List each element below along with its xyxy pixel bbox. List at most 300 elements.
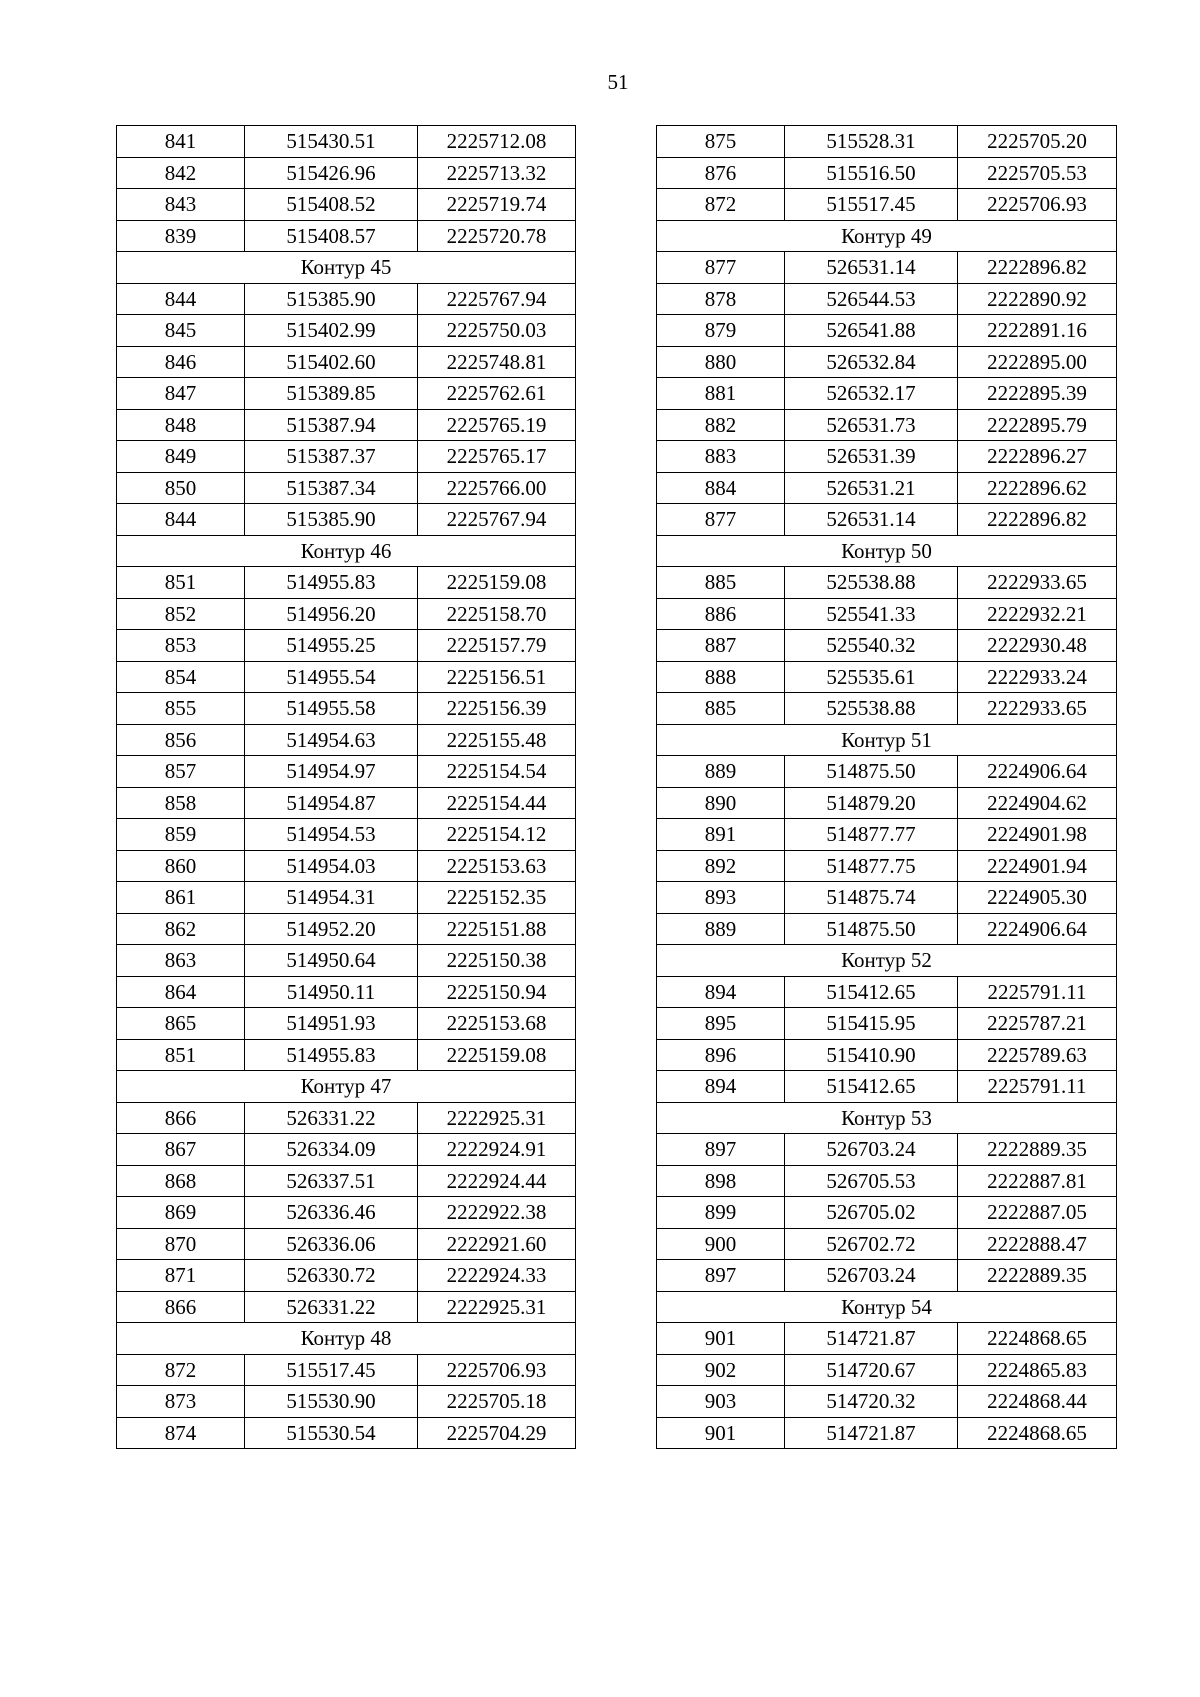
- table-row: [117, 315, 576, 347]
- point-number-cell: 872: [117, 1354, 245, 1386]
- table-row: [657, 693, 1117, 725]
- table-row: [117, 283, 576, 315]
- point-number-cell: 850: [117, 472, 245, 504]
- coordinates-table-body: [657, 126, 1117, 1449]
- table-row: [657, 819, 1117, 851]
- point-number-cell: 901: [657, 1417, 785, 1449]
- table-row: [117, 1102, 576, 1134]
- point-number-cell: 887: [657, 630, 785, 662]
- x-coordinate-cell: 526532.17: [785, 378, 958, 410]
- table-row: [117, 724, 576, 756]
- x-coordinate-cell: 514877.75: [785, 850, 958, 882]
- y-coordinate-cell: 2222890.92: [958, 283, 1117, 315]
- table-row: [117, 819, 576, 851]
- y-coordinate-cell: 2222924.91: [418, 1134, 576, 1166]
- point-number-cell: 897: [657, 1260, 785, 1292]
- page-number: 51: [607, 70, 629, 94]
- point-number-cell: 844: [117, 504, 245, 536]
- table-row: [657, 567, 1117, 599]
- table-row: [657, 157, 1117, 189]
- table-row: [657, 1134, 1117, 1166]
- y-coordinate-cell: 2222896.27: [958, 441, 1117, 473]
- table-row: [657, 1386, 1117, 1418]
- contour-label: Контур 48: [117, 1323, 576, 1355]
- y-coordinate-cell: 2222924.44: [418, 1165, 576, 1197]
- y-coordinate-cell: 2225704.29: [418, 1417, 576, 1449]
- x-coordinate-cell: 526331.22: [245, 1291, 418, 1323]
- point-number-cell: 862: [117, 913, 245, 945]
- y-coordinate-cell: 2225767.94: [418, 504, 576, 536]
- point-number-cell: 889: [657, 756, 785, 788]
- x-coordinate-cell: 514955.58: [245, 693, 418, 725]
- contour-header-row: [657, 1102, 1117, 1134]
- x-coordinate-cell: 515426.96: [245, 157, 418, 189]
- x-coordinate-cell: 515387.34: [245, 472, 418, 504]
- point-number-cell: 849: [117, 441, 245, 473]
- y-coordinate-cell: 2225765.17: [418, 441, 576, 473]
- y-coordinate-cell: 2225152.35: [418, 882, 576, 914]
- y-coordinate-cell: 2222930.48: [958, 630, 1117, 662]
- y-coordinate-cell: 2225705.18: [418, 1386, 576, 1418]
- x-coordinate-cell: 514955.25: [245, 630, 418, 662]
- x-coordinate-cell: 514955.54: [245, 661, 418, 693]
- point-number-cell: 869: [117, 1197, 245, 1229]
- x-coordinate-cell: 526337.51: [245, 1165, 418, 1197]
- point-number-cell: 889: [657, 913, 785, 945]
- point-number-cell: 871: [117, 1260, 245, 1292]
- y-coordinate-cell: 2225787.21: [958, 1008, 1117, 1040]
- point-number-cell: 843: [117, 189, 245, 221]
- table-row: [657, 472, 1117, 504]
- point-number-cell: 855: [117, 693, 245, 725]
- point-number-cell: 841: [117, 126, 245, 158]
- y-coordinate-cell: 2222896.82: [958, 504, 1117, 536]
- point-number-cell: 848: [117, 409, 245, 441]
- x-coordinate-cell: 515412.65: [785, 976, 958, 1008]
- point-number-cell: 845: [117, 315, 245, 347]
- point-number-cell: 857: [117, 756, 245, 788]
- point-number-cell: 839: [117, 220, 245, 252]
- y-coordinate-cell: 2225767.94: [418, 283, 576, 315]
- point-number-cell: 872: [657, 189, 785, 221]
- x-coordinate-cell: 515517.45: [785, 189, 958, 221]
- table-row: [117, 1228, 576, 1260]
- x-coordinate-cell: 514954.97: [245, 756, 418, 788]
- point-number-cell: 877: [657, 504, 785, 536]
- table-row: [117, 882, 576, 914]
- y-coordinate-cell: 2225156.39: [418, 693, 576, 725]
- contour-header-row: [117, 1323, 576, 1355]
- x-coordinate-cell: 526541.88: [785, 315, 958, 347]
- table-row: [657, 378, 1117, 410]
- y-coordinate-cell: 2225151.88: [418, 913, 576, 945]
- x-coordinate-cell: 515387.37: [245, 441, 418, 473]
- y-coordinate-cell: 2225157.79: [418, 630, 576, 662]
- point-number-cell: 878: [657, 283, 785, 315]
- x-coordinate-cell: 526531.14: [785, 252, 958, 284]
- y-coordinate-cell: 2222933.65: [958, 567, 1117, 599]
- point-number-cell: 866: [117, 1291, 245, 1323]
- table-row: [657, 661, 1117, 693]
- y-coordinate-cell: 2225720.78: [418, 220, 576, 252]
- point-number-cell: 865: [117, 1008, 245, 1040]
- x-coordinate-cell: 526531.21: [785, 472, 958, 504]
- table-row: [657, 1071, 1117, 1103]
- contour-label: Контур 54: [657, 1291, 1117, 1323]
- x-coordinate-cell: 515412.65: [785, 1071, 958, 1103]
- y-coordinate-cell: 2225748.81: [418, 346, 576, 378]
- table-row: [657, 1197, 1117, 1229]
- table-row: [117, 850, 576, 882]
- point-number-cell: 859: [117, 819, 245, 851]
- x-coordinate-cell: 515408.57: [245, 220, 418, 252]
- y-coordinate-cell: 2225766.00: [418, 472, 576, 504]
- x-coordinate-cell: 515528.31: [785, 126, 958, 158]
- point-number-cell: 876: [657, 157, 785, 189]
- point-number-cell: 868: [117, 1165, 245, 1197]
- y-coordinate-cell: 2225750.03: [418, 315, 576, 347]
- table-row: [657, 630, 1117, 662]
- table-row: [657, 882, 1117, 914]
- table-row: [117, 1197, 576, 1229]
- point-number-cell: 893: [657, 882, 785, 914]
- table-row: [657, 441, 1117, 473]
- y-coordinate-cell: 2222887.81: [958, 1165, 1117, 1197]
- table-row: [117, 378, 576, 410]
- contour-header-row: [117, 252, 576, 284]
- x-coordinate-cell: 515402.99: [245, 315, 418, 347]
- point-number-cell: 883: [657, 441, 785, 473]
- y-coordinate-cell: 2225705.20: [958, 126, 1117, 158]
- table-row: [117, 504, 576, 536]
- x-coordinate-cell: 526531.39: [785, 441, 958, 473]
- point-number-cell: 886: [657, 598, 785, 630]
- contour-label: Контур 47: [117, 1071, 576, 1103]
- y-coordinate-cell: 2225154.12: [418, 819, 576, 851]
- contour-label: Контур 53: [657, 1102, 1117, 1134]
- x-coordinate-cell: 515385.90: [245, 504, 418, 536]
- y-coordinate-cell: 2225705.53: [958, 157, 1117, 189]
- x-coordinate-cell: 515408.52: [245, 189, 418, 221]
- y-coordinate-cell: 2225719.74: [418, 189, 576, 221]
- y-coordinate-cell: 2225762.61: [418, 378, 576, 410]
- x-coordinate-cell: 526703.24: [785, 1134, 958, 1166]
- contour-label: Контур 46: [117, 535, 576, 567]
- point-number-cell: 885: [657, 567, 785, 599]
- x-coordinate-cell: 514721.87: [785, 1417, 958, 1449]
- y-coordinate-cell: 2225156.51: [418, 661, 576, 693]
- x-coordinate-cell: 515530.54: [245, 1417, 418, 1449]
- y-coordinate-cell: 2224868.44: [958, 1386, 1117, 1418]
- point-number-cell: 874: [117, 1417, 245, 1449]
- table-row: [657, 1323, 1117, 1355]
- x-coordinate-cell: 526334.09: [245, 1134, 418, 1166]
- table-row: [117, 1134, 576, 1166]
- x-coordinate-cell: 514955.83: [245, 1039, 418, 1071]
- x-coordinate-cell: 514875.50: [785, 756, 958, 788]
- table-row: [117, 189, 576, 221]
- x-coordinate-cell: 526336.46: [245, 1197, 418, 1229]
- point-number-cell: 873: [117, 1386, 245, 1418]
- y-coordinate-cell: 2225791.11: [958, 976, 1117, 1008]
- x-coordinate-cell: 525540.32: [785, 630, 958, 662]
- table-row: [657, 409, 1117, 441]
- y-coordinate-cell: 2222925.31: [418, 1102, 576, 1134]
- y-coordinate-cell: 2224868.65: [958, 1417, 1117, 1449]
- point-number-cell: 891: [657, 819, 785, 851]
- x-coordinate-cell: 514875.50: [785, 913, 958, 945]
- table-row: [657, 850, 1117, 882]
- y-coordinate-cell: 2222895.00: [958, 346, 1117, 378]
- y-coordinate-cell: 2222924.33: [418, 1260, 576, 1292]
- contour-label: Контур 52: [657, 945, 1117, 977]
- x-coordinate-cell: 514950.11: [245, 976, 418, 1008]
- contour-header-row: [657, 945, 1117, 977]
- x-coordinate-cell: 515516.50: [785, 157, 958, 189]
- table-row: [117, 126, 576, 158]
- y-coordinate-cell: 2224901.94: [958, 850, 1117, 882]
- point-number-cell: 847: [117, 378, 245, 410]
- y-coordinate-cell: 2225159.08: [418, 567, 576, 599]
- table-row: [657, 1228, 1117, 1260]
- x-coordinate-cell: 515402.60: [245, 346, 418, 378]
- contour-header-row: [657, 724, 1117, 756]
- y-coordinate-cell: 2225713.32: [418, 157, 576, 189]
- table-row: [657, 1039, 1117, 1071]
- y-coordinate-cell: 2225158.70: [418, 598, 576, 630]
- table-row: [117, 157, 576, 189]
- x-coordinate-cell: 515385.90: [245, 283, 418, 315]
- y-coordinate-cell: 2222889.35: [958, 1134, 1117, 1166]
- table-row: [117, 945, 576, 977]
- y-coordinate-cell: 2225154.44: [418, 787, 576, 819]
- table-row: [117, 598, 576, 630]
- point-number-cell: 867: [117, 1134, 245, 1166]
- contour-header-row: [117, 1071, 576, 1103]
- table-row: [117, 1386, 576, 1418]
- y-coordinate-cell: 2225706.93: [418, 1354, 576, 1386]
- x-coordinate-cell: 514956.20: [245, 598, 418, 630]
- coordinates-table-body: [117, 126, 576, 1449]
- point-number-cell: 882: [657, 409, 785, 441]
- y-coordinate-cell: 2224904.62: [958, 787, 1117, 819]
- y-coordinate-cell: 2225153.63: [418, 850, 576, 882]
- table-row: [657, 346, 1117, 378]
- table-row: [117, 409, 576, 441]
- table-row: [657, 283, 1117, 315]
- table-row: [117, 1291, 576, 1323]
- x-coordinate-cell: 526703.24: [785, 1260, 958, 1292]
- y-coordinate-cell: 2222925.31: [418, 1291, 576, 1323]
- y-coordinate-cell: 2225706.93: [958, 189, 1117, 221]
- table-row: [117, 1354, 576, 1386]
- table-row: [117, 693, 576, 725]
- y-coordinate-cell: 2222895.39: [958, 378, 1117, 410]
- table-row: [117, 346, 576, 378]
- x-coordinate-cell: 515517.45: [245, 1354, 418, 1386]
- table-row: [657, 1260, 1117, 1292]
- table-row: [657, 189, 1117, 221]
- table-row: [117, 220, 576, 252]
- point-number-cell: 902: [657, 1354, 785, 1386]
- y-coordinate-cell: 2225789.63: [958, 1039, 1117, 1071]
- y-coordinate-cell: 2225155.48: [418, 724, 576, 756]
- table-row: [657, 315, 1117, 347]
- y-coordinate-cell: 2225150.38: [418, 945, 576, 977]
- table-row: [657, 252, 1117, 284]
- table-row: [117, 1008, 576, 1040]
- point-number-cell: 899: [657, 1197, 785, 1229]
- y-coordinate-cell: 2224906.64: [958, 756, 1117, 788]
- x-coordinate-cell: 526705.02: [785, 1197, 958, 1229]
- y-coordinate-cell: 2225159.08: [418, 1039, 576, 1071]
- point-number-cell: 880: [657, 346, 785, 378]
- contour-label: Контур 45: [117, 252, 576, 284]
- x-coordinate-cell: 515415.95: [785, 1008, 958, 1040]
- contour-header-row: [657, 220, 1117, 252]
- point-number-cell: 898: [657, 1165, 785, 1197]
- y-coordinate-cell: 2224905.30: [958, 882, 1117, 914]
- table-row: [117, 1260, 576, 1292]
- point-number-cell: 846: [117, 346, 245, 378]
- x-coordinate-cell: 514721.87: [785, 1323, 958, 1355]
- x-coordinate-cell: 514951.93: [245, 1008, 418, 1040]
- y-coordinate-cell: 2222896.62: [958, 472, 1117, 504]
- x-coordinate-cell: 514954.03: [245, 850, 418, 882]
- x-coordinate-cell: 526330.72: [245, 1260, 418, 1292]
- x-coordinate-cell: 515410.90: [785, 1039, 958, 1071]
- table-row: [657, 1165, 1117, 1197]
- table-row: [117, 913, 576, 945]
- contour-header-row: [117, 535, 576, 567]
- point-number-cell: 851: [117, 1039, 245, 1071]
- point-number-cell: 863: [117, 945, 245, 977]
- table-row: [657, 976, 1117, 1008]
- table-row: [657, 1354, 1117, 1386]
- y-coordinate-cell: 2222887.05: [958, 1197, 1117, 1229]
- point-number-cell: 884: [657, 472, 785, 504]
- x-coordinate-cell: 526705.53: [785, 1165, 958, 1197]
- x-coordinate-cell: 526702.72: [785, 1228, 958, 1260]
- x-coordinate-cell: 515389.85: [245, 378, 418, 410]
- y-coordinate-cell: 2222891.16: [958, 315, 1117, 347]
- y-coordinate-cell: 2224906.64: [958, 913, 1117, 945]
- y-coordinate-cell: 2222889.35: [958, 1260, 1117, 1292]
- coordinates-table-left: [116, 125, 576, 1449]
- point-number-cell: 870: [117, 1228, 245, 1260]
- y-coordinate-cell: 2222933.65: [958, 693, 1117, 725]
- point-number-cell: 844: [117, 283, 245, 315]
- point-number-cell: 894: [657, 1071, 785, 1103]
- y-coordinate-cell: 2225153.68: [418, 1008, 576, 1040]
- table-row: [657, 787, 1117, 819]
- x-coordinate-cell: 514879.20: [785, 787, 958, 819]
- table-row: [657, 1417, 1117, 1449]
- x-coordinate-cell: 515387.94: [245, 409, 418, 441]
- point-number-cell: 894: [657, 976, 785, 1008]
- point-number-cell: 896: [657, 1039, 785, 1071]
- point-number-cell: 890: [657, 787, 785, 819]
- y-coordinate-cell: 2225791.11: [958, 1071, 1117, 1103]
- y-coordinate-cell: 2222895.79: [958, 409, 1117, 441]
- point-number-cell: 892: [657, 850, 785, 882]
- point-number-cell: 888: [657, 661, 785, 693]
- y-coordinate-cell: 2222896.82: [958, 252, 1117, 284]
- y-coordinate-cell: 2225154.54: [418, 756, 576, 788]
- y-coordinate-cell: 2222932.21: [958, 598, 1117, 630]
- table-row: [657, 504, 1117, 536]
- y-coordinate-cell: 2225765.19: [418, 409, 576, 441]
- contour-header-row: [657, 1291, 1117, 1323]
- table-row: [117, 1039, 576, 1071]
- x-coordinate-cell: 526531.14: [785, 504, 958, 536]
- y-coordinate-cell: 2224865.83: [958, 1354, 1117, 1386]
- point-number-cell: 851: [117, 567, 245, 599]
- point-number-cell: 854: [117, 661, 245, 693]
- y-coordinate-cell: 2222933.24: [958, 661, 1117, 693]
- point-number-cell: 860: [117, 850, 245, 882]
- x-coordinate-cell: 514955.83: [245, 567, 418, 599]
- x-coordinate-cell: 515530.90: [245, 1386, 418, 1418]
- point-number-cell: 903: [657, 1386, 785, 1418]
- point-number-cell: 856: [117, 724, 245, 756]
- table-row: [117, 441, 576, 473]
- table-row: [117, 976, 576, 1008]
- table-row: [657, 1008, 1117, 1040]
- y-coordinate-cell: 2222922.38: [418, 1197, 576, 1229]
- point-number-cell: 901: [657, 1323, 785, 1355]
- x-coordinate-cell: 514875.74: [785, 882, 958, 914]
- x-coordinate-cell: 514877.77: [785, 819, 958, 851]
- contour-header-row: [657, 535, 1117, 567]
- point-number-cell: 877: [657, 252, 785, 284]
- point-number-cell: 885: [657, 693, 785, 725]
- table-row: [117, 661, 576, 693]
- x-coordinate-cell: 525541.33: [785, 598, 958, 630]
- x-coordinate-cell: 514954.53: [245, 819, 418, 851]
- x-coordinate-cell: 526532.84: [785, 346, 958, 378]
- x-coordinate-cell: 514952.20: [245, 913, 418, 945]
- point-number-cell: 858: [117, 787, 245, 819]
- y-coordinate-cell: 2222921.60: [418, 1228, 576, 1260]
- y-coordinate-cell: 2224901.98: [958, 819, 1117, 851]
- x-coordinate-cell: 526331.22: [245, 1102, 418, 1134]
- point-number-cell: 895: [657, 1008, 785, 1040]
- y-coordinate-cell: 2224868.65: [958, 1323, 1117, 1355]
- table-row: [117, 567, 576, 599]
- x-coordinate-cell: 514720.67: [785, 1354, 958, 1386]
- point-number-cell: 842: [117, 157, 245, 189]
- x-coordinate-cell: 514954.31: [245, 882, 418, 914]
- contour-label: Контур 50: [657, 535, 1117, 567]
- point-number-cell: 900: [657, 1228, 785, 1260]
- x-coordinate-cell: 525538.88: [785, 693, 958, 725]
- point-number-cell: 861: [117, 882, 245, 914]
- point-number-cell: 866: [117, 1102, 245, 1134]
- point-number-cell: 853: [117, 630, 245, 662]
- point-number-cell: 879: [657, 315, 785, 347]
- x-coordinate-cell: 526336.06: [245, 1228, 418, 1260]
- contour-label: Контур 51: [657, 724, 1117, 756]
- table-row: [657, 913, 1117, 945]
- table-row: [657, 598, 1117, 630]
- point-number-cell: 864: [117, 976, 245, 1008]
- y-coordinate-cell: 2225712.08: [418, 126, 576, 158]
- x-coordinate-cell: 526531.73: [785, 409, 958, 441]
- x-coordinate-cell: 525535.61: [785, 661, 958, 693]
- point-number-cell: 881: [657, 378, 785, 410]
- point-number-cell: 875: [657, 126, 785, 158]
